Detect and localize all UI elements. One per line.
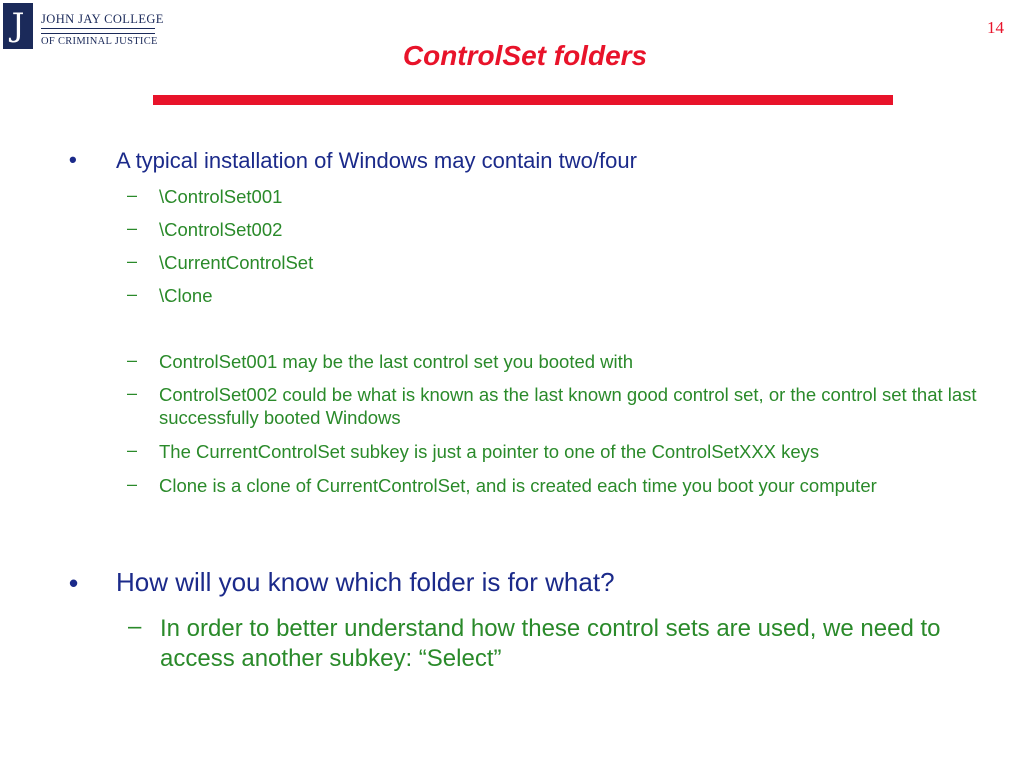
bullet-marker: • bbox=[69, 147, 77, 172]
sub-bullet-text: ControlSet001 may be the last control set you booted with bbox=[159, 351, 634, 372]
sub-bullet-text: \Clone bbox=[159, 285, 213, 306]
logo-college-subname: OF CRIMINAL JUSTICE bbox=[41, 36, 158, 47]
bullet-text: How will you know which folder is for what? bbox=[116, 567, 615, 597]
sub-bullet-marker: – bbox=[127, 218, 138, 238]
sub-bullet-marker: – bbox=[127, 350, 138, 370]
sub-bullet-marker: – bbox=[127, 251, 138, 271]
sub-bullet-text: In order to better understand how these control sets are used, we need to access another subkey: “Select” bbox=[160, 615, 941, 672]
page-number: 14 bbox=[987, 18, 1004, 37]
sub-bullet-marker: – bbox=[127, 440, 138, 460]
logo-letter: J bbox=[11, 6, 25, 44]
bullet-text: A typical installation of Windows may contain two/four bbox=[116, 148, 637, 173]
sub-bullet-text: Clone is a clone of CurrentControlSet, and is created each time you boot your computer bbox=[159, 475, 877, 496]
slide-title: ControlSet folders bbox=[402, 40, 648, 71]
logo-college-name: JOHN JAY COLLEGE bbox=[41, 12, 164, 26]
sub-bullet-marker: – bbox=[127, 284, 138, 304]
sub-bullet-text: ControlSet002 could be what is known as the last known good control set, or the control set that last successfully booted Windows bbox=[159, 384, 977, 428]
sub-bullet-marker: – bbox=[128, 613, 142, 640]
sub-bullet-text: \ControlSet001 bbox=[159, 186, 283, 207]
bullet-marker: • bbox=[69, 568, 79, 598]
sub-bullet-marker: – bbox=[127, 383, 138, 403]
sub-bullet-text: The CurrentControlSet subkey is just a pointer to one of the ControlSetXXX keys bbox=[159, 441, 820, 462]
sub-bullet-marker: – bbox=[127, 185, 138, 205]
sub-bullet-text: \CurrentControlSet bbox=[159, 252, 314, 273]
sub-bullet-text: \ControlSet002 bbox=[159, 219, 283, 240]
sub-bullet-marker: – bbox=[127, 474, 138, 494]
